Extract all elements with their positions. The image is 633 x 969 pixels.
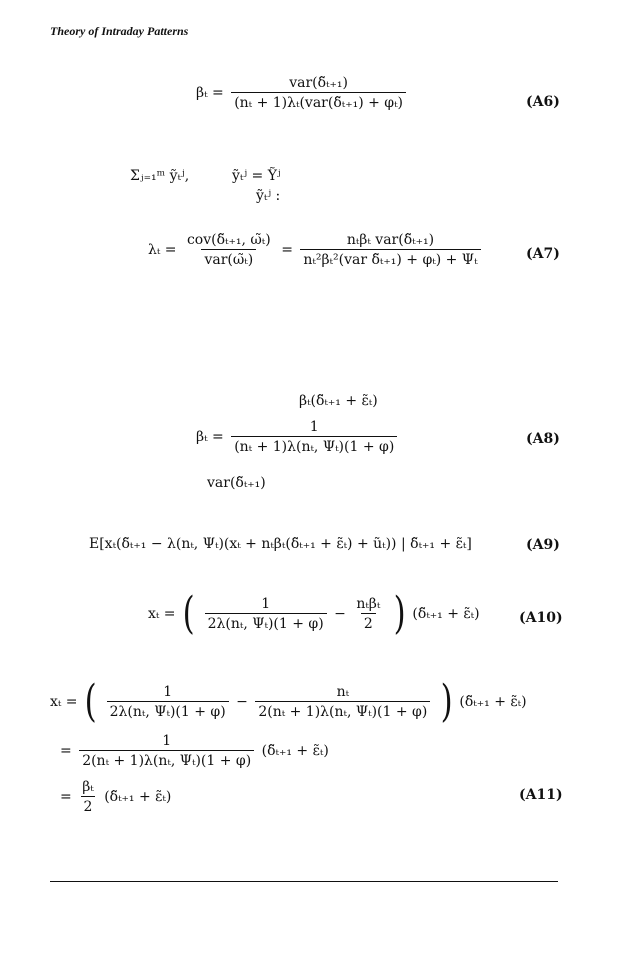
a10-lhs: xₜ = <box>148 606 176 622</box>
a11-line-3-fraction <box>79 780 97 814</box>
a10-tail: (δ̃ₜ₊₁ + ε̃ₜ) <box>412 606 480 622</box>
a10-open-paren: ( <box>182 588 195 639</box>
a6-fraction <box>231 76 406 110</box>
a7-numerator-2: nₜβₜ var(δ̃ₜ₊₁) <box>346 232 435 248</box>
a6-numerator: var(δ̃ₜ₊₁) <box>289 75 348 91</box>
a10-minus: − <box>334 606 346 622</box>
a11-line-2-fraction <box>79 734 254 768</box>
beta-expression-fragment: βₜ(δ̃ₜ₊₁ + ε̃ₜ) <box>299 393 378 409</box>
a11-close-paren: ) <box>440 676 453 727</box>
equation-a11-line-2 <box>50 734 329 768</box>
a11-numerator-1: 1 <box>163 684 173 700</box>
var-expression-fragment: var(δ̃ₜ₊₁) <box>207 475 266 491</box>
a7-equals: = <box>281 242 293 258</box>
equation-label-a11: (A11) <box>519 787 563 803</box>
equation-label-a7: (A7) <box>526 246 560 262</box>
a8-denominator: (nₜ + 1)λ(nₜ, Ψₜ)(1 + φ) <box>231 436 397 454</box>
a7-fraction-2 <box>300 233 480 267</box>
a8-lhs: βₜ = <box>196 429 224 445</box>
a10-fraction-2 <box>353 597 383 631</box>
a11-fraction-2 <box>255 685 430 719</box>
a11-line-2-tail: (δ̃ₜ₊₁ + ε̃ₜ) <box>261 743 329 759</box>
a7-numerator-1: cov(δ̃ₜ₊₁, ω̃ₜ) <box>186 232 271 248</box>
a8-fraction <box>231 420 397 454</box>
running-header: Theory of Intraday Patterns <box>50 24 189 38</box>
a10-denominator-2: 2 <box>361 613 376 631</box>
a8-numerator: 1 <box>309 419 319 435</box>
equation-label-a6: (A6) <box>526 94 560 110</box>
a11-line-2-equals: = <box>60 743 72 759</box>
a11-line-3-denominator: 2 <box>81 796 96 814</box>
equation-label-a9: (A9) <box>526 537 560 553</box>
bottom-rule <box>50 881 558 882</box>
a11-line-2-numerator: 1 <box>162 733 172 749</box>
equation-a10 <box>148 588 480 639</box>
equation-a6 <box>196 76 409 110</box>
a6-lhs: βₜ = <box>196 85 224 101</box>
a6-denominator: (nₜ + 1)λₜ(var(δ̃ₜ₊₁) + φₜ) <box>231 92 406 110</box>
a11-minus: − <box>236 694 248 710</box>
y-colon-fragment: ỹₜʲ : <box>256 188 281 204</box>
a10-denominator-1: 2λ(nₜ, Ψₜ)(1 + φ) <box>205 613 327 631</box>
a10-fraction-1 <box>205 597 327 631</box>
a11-fraction-1 <box>107 685 229 719</box>
a11-line-3-equals: = <box>60 789 72 805</box>
a11-denominator-1: 2λ(nₜ, Ψₜ)(1 + φ) <box>107 701 229 719</box>
equation-a11-line-3 <box>50 780 171 814</box>
y-equals-fragment: ỹₜʲ = Ỹʲ <box>232 168 281 184</box>
a7-fraction-1 <box>184 233 274 267</box>
a7-denominator-2: nₜ²βₜ²(var δ̃ₜ₊₁) + φₜ) + Ψₜ <box>300 249 480 267</box>
equation-a9: E[xₜ(δ̃ₜ₊₁ − λ(nₜ, Ψₜ)(xₜ + nₜβₜ(δ̃ₜ₊₁ + ε̃ₜ) + ũₜ)) | δ̃ₜ₊₁ + ε̃ₜ] <box>89 536 472 552</box>
a7-denominator-1: var(ω̃ₜ) <box>201 249 256 267</box>
a11-open-paren: ( <box>84 676 97 727</box>
a10-numerator-2: nₜβₜ <box>356 596 381 612</box>
a11-line-1-tail: (δ̃ₜ₊₁ + ε̃ₜ) <box>459 694 527 710</box>
a11-denominator-2: 2(nₜ + 1)λ(nₜ, Ψₜ)(1 + φ) <box>255 701 430 719</box>
equation-a8 <box>196 420 400 454</box>
equation-a11-line-1 <box>50 676 527 727</box>
equation-a7 <box>148 233 484 267</box>
sum-fragment: Σⱼ₌₁ᵐ ỹₜʲ, <box>130 168 190 184</box>
a11-lhs: xₜ = <box>50 694 78 710</box>
a11-line-3-numerator: βₜ <box>82 779 94 795</box>
a11-numerator-2: nₜ <box>336 684 350 700</box>
a11-line-2-denominator: 2(nₜ + 1)λ(nₜ, Ψₜ)(1 + φ) <box>79 750 254 768</box>
a10-numerator-1: 1 <box>261 596 271 612</box>
equation-label-a10: (A10) <box>519 610 563 626</box>
equation-label-a8: (A8) <box>526 431 560 447</box>
a7-lhs: λₜ = <box>148 242 177 258</box>
a11-line-3-tail: (δ̃ₜ₊₁ + ε̃ₜ) <box>104 789 172 805</box>
a10-close-paren: ) <box>393 588 406 639</box>
